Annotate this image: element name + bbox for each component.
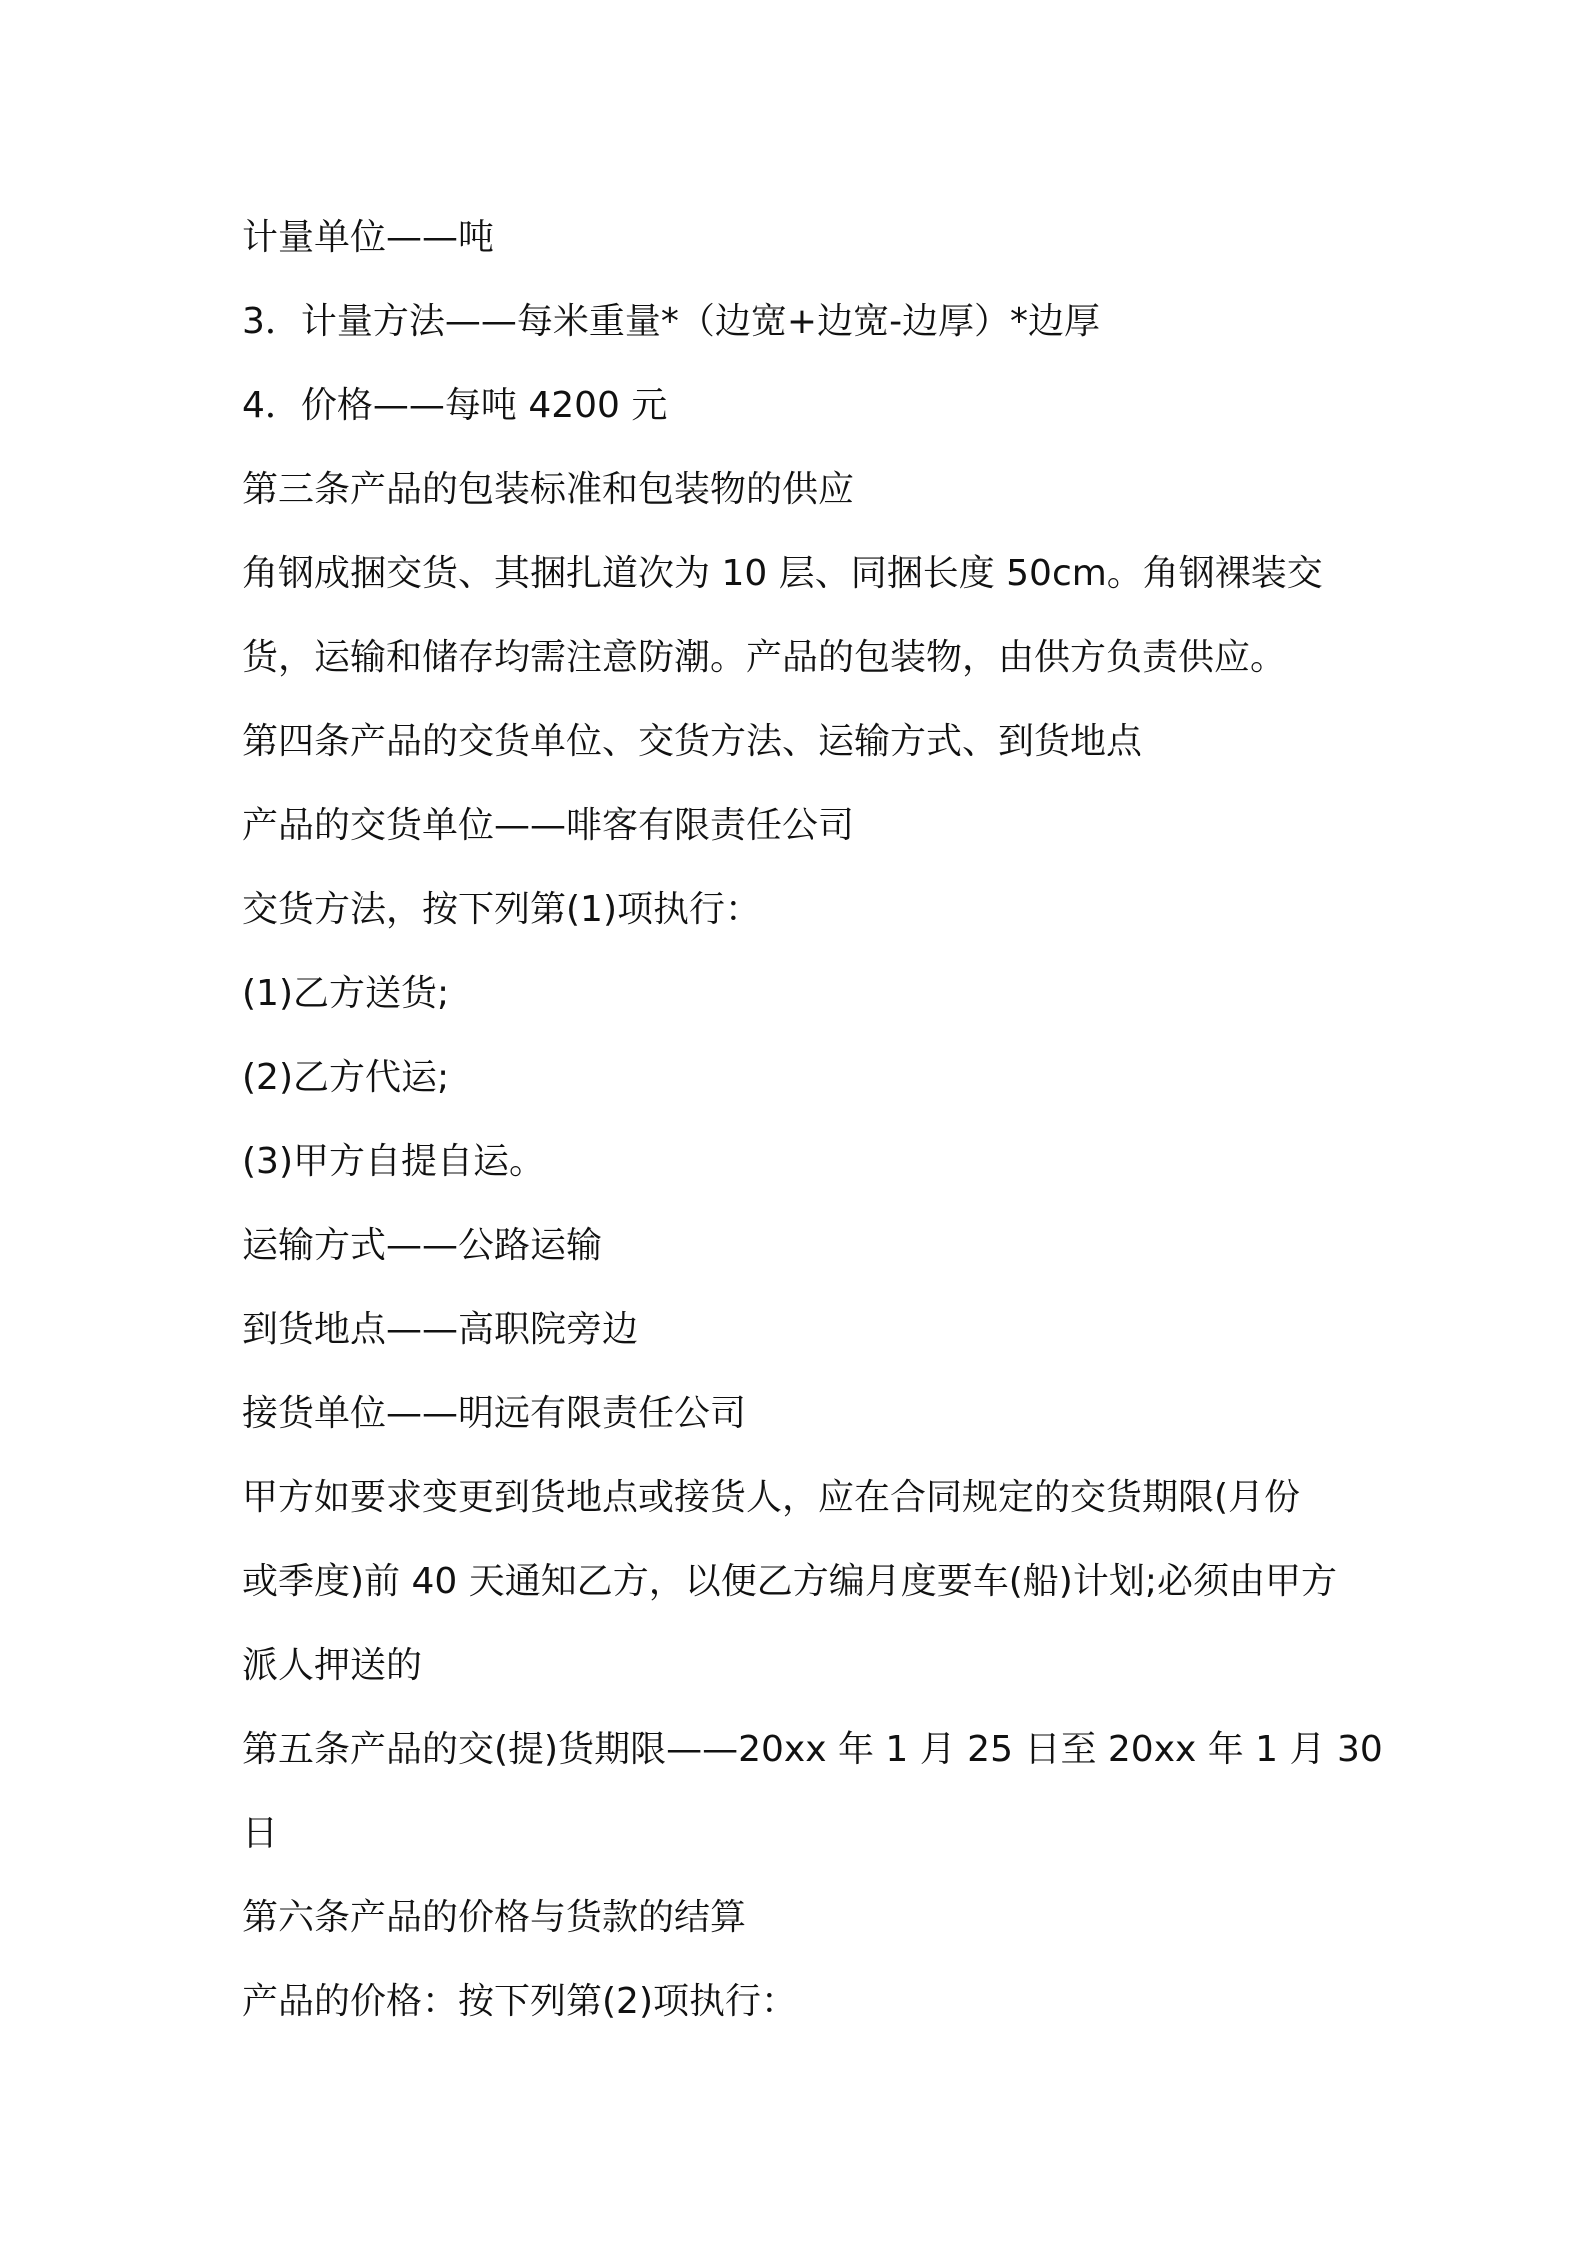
text-line: 货，运输和储存均需注意防潮。产品的包装物，由供方负责供应。 — [242, 637, 1287, 678]
section-heading: 第四条产品的交货单位、交货方法、运输方式、到货地点 — [242, 721, 1143, 762]
text-line: 接货单位——明远有限责任公司 — [242, 1393, 747, 1434]
text-line: 运输方式——公路运输 — [242, 1225, 603, 1266]
text-line: 4．价格——每吨 4200 元 — [242, 385, 668, 426]
text-line: 产品的价格：按下列第(2)项执行： — [242, 1981, 797, 2022]
section-heading: 第五条产品的交(提)货期限——20xx 年 1 月 25 日至 20xx 年 1 月 30 — [242, 1729, 1383, 1770]
list-item: (1)乙方送货; — [242, 973, 450, 1014]
section-heading: 第三条产品的包装标准和包装物的供应 — [242, 469, 855, 510]
text-line: 甲方如要求变更到货地点或接货人，应在合同规定的交货期限(月份 — [242, 1477, 1301, 1518]
text-line: 计量单位——吨 — [242, 217, 495, 258]
text-line: 派人押送的 — [242, 1645, 423, 1686]
section-heading: 第六条产品的价格与货款的结算 — [242, 1897, 747, 1938]
list-item: (3)甲方自提自运。 — [242, 1141, 545, 1182]
text-line: 到货地点——高职院旁边 — [242, 1309, 639, 1350]
text-line: 角钢成捆交货、其捆扎道次为 10 层、同捆长度 50cm。角钢裸装交 — [242, 553, 1323, 594]
text-line: 3．计量方法——每米重量*（边宽+边宽-边厚）*边厚 — [242, 301, 1101, 342]
list-item: (2)乙方代运; — [242, 1057, 450, 1098]
text-line: 产品的交货单位——啡客有限责任公司 — [242, 805, 855, 846]
text-line: 日 — [242, 1813, 279, 1854]
text-line: 交货方法，按下列第(1)项执行： — [242, 889, 761, 930]
document-body — [242, 196, 1383, 2044]
text-line: 或季度)前 40 天通知乙方，以便乙方编月度要车(船)计划;必须由甲方 — [242, 1561, 1337, 1602]
